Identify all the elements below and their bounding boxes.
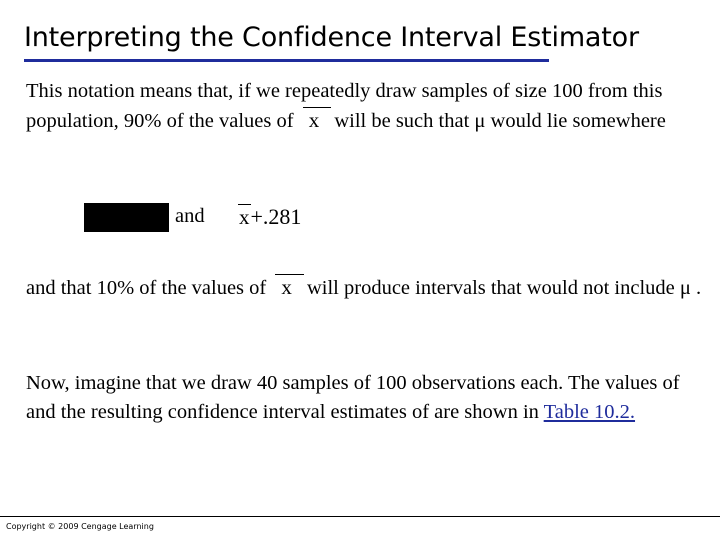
paragraph-forty-samples xyxy=(26,369,706,427)
paragraph3-text: Now, imagine that we draw 40 samples of 100 observations each. The values of and the resulting confidence interval estimates of are shown in xyxy=(26,372,680,423)
copyright-footer: Copyright © 2009 Cengage Learning xyxy=(6,522,154,531)
x-bar-symbol: x xyxy=(303,106,326,135)
redacted-lower-bound-box xyxy=(84,203,169,232)
paragraph2-text-start: and that 10% of the values of xyxy=(26,277,267,299)
x-bar-symbol: x xyxy=(238,203,251,232)
interval-and-label: and xyxy=(175,205,205,227)
x-bar-symbol: x xyxy=(275,273,298,302)
upper-bound-expression xyxy=(238,202,301,232)
paragraph-sampling-notation xyxy=(26,77,706,136)
upper-bound-expression-rest: +.281 xyxy=(250,204,302,229)
paragraph2-text-end: will produce intervals that would not include μ . xyxy=(306,277,702,299)
slide-title: Interpreting the Confidence Interval Estimator xyxy=(24,22,639,53)
title-underline xyxy=(24,59,549,62)
table-10-2-link[interactable]: Table 10.2. xyxy=(543,401,636,423)
footer-divider xyxy=(0,516,720,517)
paragraph-ten-percent xyxy=(26,273,706,303)
paragraph1-text-start: This notation means that, if we repeatedly draw samples of size 100 from this population, 90% of the values of xyxy=(26,80,663,132)
paragraph1-text-end: will be such that μ would lie somewhere xyxy=(334,110,666,132)
